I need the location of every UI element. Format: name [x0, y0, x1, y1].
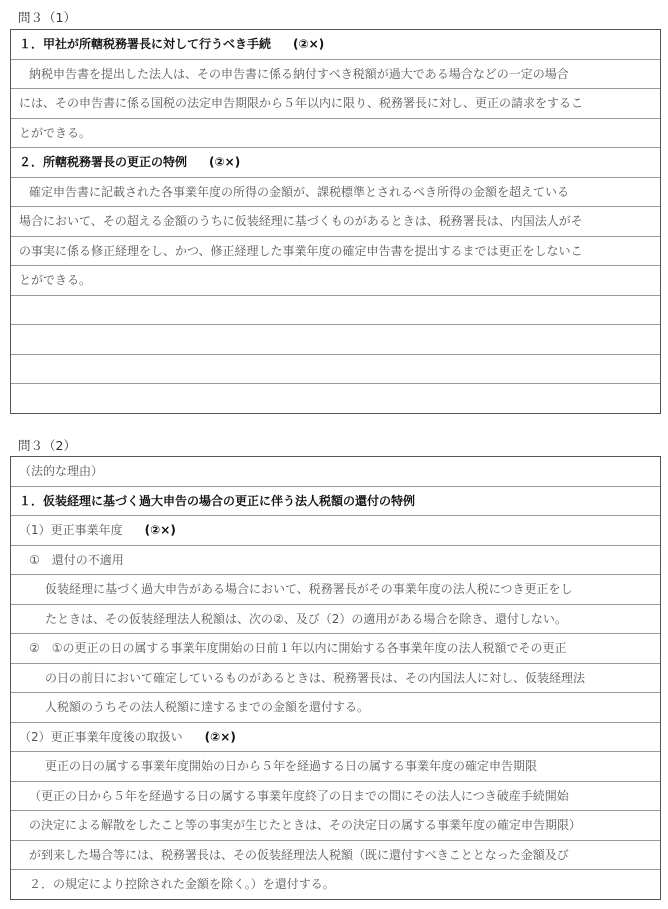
line-text: の決定による解散をしたこと等の事実が生じたときは、その決定日の属する事業年度の確定申告期限）: [29, 818, 582, 832]
q1-line: [11, 207, 660, 237]
line-text: （法的な理由）: [19, 464, 104, 478]
q1-answer-box: [10, 29, 661, 414]
q1-line: [11, 89, 660, 119]
line-text: 仮装経理に基づく過大申告がある場合において、税務署長がその事業年度の法人税につき更正をし: [45, 582, 573, 596]
line-text: ② ①の更正の日の属する事業年度開始の日前１年以内に開始する各事業年度の法人税額でその更正: [29, 641, 567, 655]
line-text: 場合において、その超える金額のうちに仮装経理に基づくものがあるときは、税務署長は、内国法人がそ: [19, 214, 583, 228]
q1-line: [11, 30, 660, 60]
q2-line: [11, 811, 660, 841]
line-text: が到来した場合等には、税務署長は、その仮装経理法人税額（既に還付すべきこととなった金額及び: [29, 847, 569, 862]
q2-line: [11, 782, 660, 812]
q2-line: [11, 546, 660, 576]
q1-line: [11, 384, 660, 414]
score-mark: (②×): [209, 155, 241, 169]
line-text: ２．の規定により控除された金額を除く。）を還付する。: [29, 877, 335, 891]
q2-line: [11, 605, 660, 635]
line-text: １．仮装経理に基づく過大申告の場合の更正に伴う法人税額の還付の特例: [19, 493, 416, 508]
line-text: の事実に係る修正経理をし、かつ、修正経理した事業年度の確定申告書を提出するまでは更正をしないこ: [19, 243, 583, 258]
score-mark: (②×): [293, 37, 325, 51]
line-text: とができる。: [19, 273, 92, 287]
q2-line: [11, 634, 660, 664]
q1-heading: 問３（1）: [18, 10, 76, 25]
line-text: 更正の日の属する事業年度開始の日から５年を経過する日の属する事業年度の確定申告期限: [45, 759, 538, 773]
q2-line: [11, 693, 660, 723]
line-text: とができる。: [19, 125, 92, 140]
line-text: 確定申告書に記載された各事業年度の所得の金額が、課税標準とされるべき所得の金額を超えている: [29, 184, 570, 199]
line-text: 人税額のうちその法人税額に達するまでの金額を還付する。: [45, 700, 370, 714]
line-text: １．甲社が所轄税務署長に対して行うべき手続: [19, 37, 272, 51]
line-text: には、その申告書に係る国税の法定申告期限から５年以内に限り、税務署長に対し、更正の請求をするこ: [19, 96, 584, 110]
q2-line: [11, 870, 660, 900]
line-text: ２．所轄税務署長の更正の特例: [19, 155, 188, 169]
line-text: （更正の日から５年を経過する日の属する事業年度終了の日までの間にその法人につき破産手続開始: [29, 788, 569, 803]
q2-line: [11, 457, 660, 487]
q2-heading: 問３（2）: [18, 438, 76, 453]
line-text: 納税申告書を提出した法人は、その申告書に係る納付すべき税額が過大である場合などの一定の場合: [29, 66, 569, 81]
q2-line: [11, 487, 660, 517]
q1-line: [11, 148, 660, 178]
q1-line: [11, 237, 660, 267]
q2-line: [11, 516, 660, 546]
q1-line: [11, 119, 660, 149]
q2-line: [11, 664, 660, 694]
q2-line: [11, 723, 660, 753]
q1-line: [11, 266, 660, 296]
line-text: たときは、その仮装経理法人税額は、次の②、及び（2）の適用がある場合を除き、還付しない。: [45, 611, 567, 626]
q1-line: [11, 325, 660, 355]
line-text: の日の前日において確定しているものがあるときは、税務署長は、その内国法人に対し、仮装経理法: [45, 670, 586, 685]
score-mark: (②×): [144, 523, 176, 537]
q1-line: [11, 60, 660, 90]
q2-line: [11, 841, 660, 871]
line-text: （1）更正事業年度: [19, 523, 123, 537]
q1-line: [11, 296, 660, 326]
q1-line: [11, 178, 660, 208]
q2-line: [11, 752, 660, 782]
score-mark: (②×): [204, 729, 236, 744]
q1-line: [11, 355, 660, 385]
q2-answer-box: [10, 456, 661, 900]
q2-line: [11, 575, 660, 605]
line-text: （2）更正事業年度後の取扱い: [19, 729, 183, 744]
line-text: ① 還付の不適用: [29, 552, 124, 567]
